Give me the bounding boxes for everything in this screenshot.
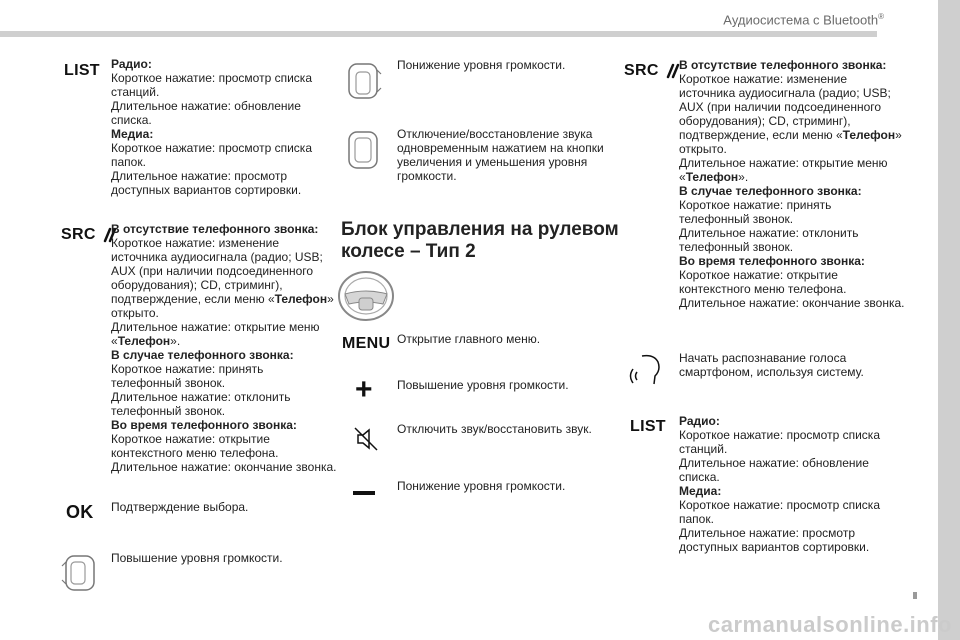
text-line: Короткое нажатие: открытие [679, 268, 838, 282]
plus-description: Повышение уровня громкости. [397, 378, 569, 392]
text-line: открыто. [679, 142, 727, 156]
text-line: Блок управления на рулевом [341, 219, 619, 240]
src-icon-2: SRC [624, 62, 681, 80]
text-line: оборудования); CD, стриминг), [679, 114, 851, 128]
text-line: Медиа: [679, 484, 722, 498]
minus-description: Понижение уровня громкости. [397, 479, 566, 493]
list-description-2 [679, 414, 880, 554]
text-line: Длительное нажатие: просмотр [679, 526, 855, 540]
mute-description [397, 127, 604, 183]
text-line: Длительное нажатие: отклонить [679, 226, 859, 240]
text-line: подтверждение, если меню «Телефон» [679, 128, 902, 142]
text-line: смартфоном, используя систему. [679, 365, 864, 379]
section-title [341, 219, 619, 263]
ok-icon: OK [66, 502, 94, 522]
side-tab [938, 0, 960, 640]
text-line: Радио: [111, 57, 152, 71]
text-line: AUX (при наличии подсоединенного [111, 264, 314, 278]
menu-icon: MENU [342, 335, 391, 352]
text-line: увеличения и уменьшения уровня [397, 155, 588, 169]
text-line: Длительное нажатие: обновление [111, 99, 301, 113]
watermark: carmanualsonline.info [708, 612, 952, 637]
src-description-2 [679, 58, 905, 310]
steering-control-volume-up-icon [58, 552, 102, 594]
list-description [111, 57, 312, 197]
volume-down-description: Понижение уровня громкости. [397, 58, 566, 72]
text-line: списка. [679, 470, 720, 484]
list-icon-2: LIST [630, 418, 666, 435]
text-line: Короткое нажатие: изменение [679, 72, 848, 86]
text-line: Длительное нажатие: просмотр [111, 169, 287, 183]
text-line: громкости. [397, 169, 457, 183]
text-line: Длительное нажатие: открытие меню [111, 320, 320, 334]
steering-wheel-icon [335, 268, 397, 324]
src-icon: SRC [61, 226, 118, 244]
text-line: телефонный звонок. [111, 376, 226, 390]
text-line: папок. [679, 512, 714, 526]
text-line: Короткое нажатие: принять [111, 362, 264, 376]
volume-up-description: Повышение уровня громкости. [111, 551, 283, 565]
page-header-title: Аудиосистема с Bluetooth® [723, 12, 884, 28]
text-line: AUX (при наличии подсоединенного [679, 100, 882, 114]
text-line: станций. [679, 442, 728, 456]
header-bar [0, 31, 877, 37]
text-line: папок. [111, 155, 146, 169]
text-line: Длительное нажатие: открытие меню [679, 156, 888, 170]
text-line: В случае телефонного звонка: [111, 348, 294, 362]
text-line: Короткое нажатие: открытие [111, 432, 270, 446]
text-line: Короткое нажатие: просмотр списка [679, 498, 880, 512]
text-line: контекстного меню телефона. [111, 446, 279, 460]
text-line: телефонный звонок. [111, 404, 226, 418]
menu-description: Открытие главного меню. [397, 332, 541, 346]
voice-description [679, 351, 864, 379]
text-line: Начать распознавание голоса [679, 351, 847, 365]
text-line: Короткое нажатие: просмотр списка [679, 428, 880, 442]
text-line: Короткое нажатие: изменение [111, 236, 280, 250]
text-line: открыто. [111, 306, 159, 320]
text-line: В случае телефонного звонка: [679, 184, 862, 198]
text-line: «Телефон». [111, 334, 181, 348]
steering-control-mute-icon [341, 128, 385, 172]
text-line: Короткое нажатие: принять [679, 198, 832, 212]
text-line: доступных вариантов сортировки. [679, 540, 870, 554]
text-line: телефонный звонок. [679, 212, 794, 226]
text-line: Длительное нажатие: обновление [679, 456, 869, 470]
text-line: источника аудиосигнала (радио; USB; [679, 86, 891, 100]
text-line: «Телефон». [679, 170, 749, 184]
text-line: В отсутствие телефонного звонка: [111, 222, 319, 236]
text-line: Медиа: [111, 127, 154, 141]
plus-icon: + [355, 373, 373, 406]
text-line: Короткое нажатие: просмотр списка [111, 71, 312, 85]
ok-description: Подтверждение выбора. [111, 500, 249, 514]
text-line: Во время телефонного звонка: [111, 418, 297, 432]
text-line: Длительное нажатие: окончание звонка. [111, 460, 337, 474]
text-line: Длительное нажатие: отклонить [111, 390, 291, 404]
mute2-description: Отключить звук/восстановить звук. [397, 422, 592, 436]
steering-control-volume-down-icon [341, 60, 385, 102]
text-line: списка. [111, 113, 152, 127]
text-line: оборудования); CD, стриминг), [111, 278, 283, 292]
text-line: Отключение/восстановление звука [397, 127, 593, 141]
text-line: одновременным нажатием на кнопки [397, 141, 604, 155]
text-line: Радио: [679, 414, 720, 428]
text-line: В отсутствие телефонного звонка: [679, 58, 887, 72]
text-line: Короткое нажатие: просмотр списка [111, 141, 312, 155]
text-line: доступных вариантов сортировки. [111, 183, 302, 197]
src-description [111, 222, 337, 474]
text-line: станций. [111, 85, 160, 99]
text-line: контекстного меню телефона. [679, 282, 847, 296]
speaker-mute-icon [352, 425, 380, 453]
text-line: Во время телефонного звонка: [679, 254, 865, 268]
minus-icon [353, 491, 375, 495]
text-line: телефонный звонок. [679, 240, 794, 254]
page-marker [913, 592, 917, 599]
text-line: колесе – Тип 2 [341, 241, 476, 262]
text-line: источника аудиосигнала (радио; USB; [111, 250, 323, 264]
voice-recognition-icon [628, 352, 666, 388]
text-line: подтверждение, если меню «Телефон» [111, 292, 334, 306]
list-icon: LIST [64, 62, 100, 79]
text-line: Длительное нажатие: окончание звонка. [679, 296, 905, 310]
